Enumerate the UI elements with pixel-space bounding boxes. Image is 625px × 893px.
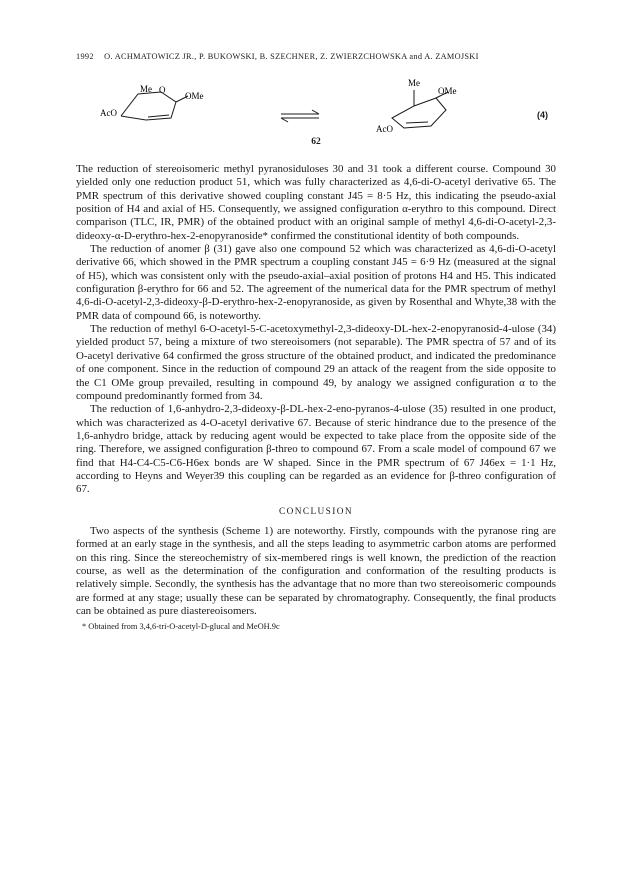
compound-label: 62 [311,137,321,147]
paragraph-1: The reduction of stereoisomeric methyl pyranosiduloses 30 and 31 took a different course. Compound 30 yielded only one reduction product 51, which was fully characterized as 4,6-di-O-acetyl derivative 65. The PMR spectrum of this derivative showed coupling constant J45 = 8·5 Hz, this indicating the pseudo-axial position of H4 and axial of H5. Consequently, we assigned configuration α-erythro to this compound. Direct comparison (TLC, IR, PMR) of the obtained product with an original sample of methyl 4,6-di-O-acetyl-2,3-dideoxy-α-D-erythro-hex-2-enopyranoside* confirmed the constitutional identity of both compounds. [76,163,556,242]
author-line: O. ACHMATOWICZ JR., P. BUKOWSKI, B. SZECHNER, Z. ZWIERZCHOWSKA and A. ZAMOJSKI [104,52,479,61]
page-number: 1992 [76,52,94,61]
paragraph-4: The reduction of 1,6-anhydro-2,3-dideoxy-β-DL-hex-2-eno-pyranos-4-ulose (35) resulted in one product, which was characterized as 4-O-acetyl derivative 67. Because of steric hindrance due to the presence of the 1,6-anhydro bridge, attack by reducing agent would be expected to take place from the opposite side of the ring. Therefore, we assigned configuration β-threo to compound 67. From a scale model of compound 67 we find that H4-C4-C5-C6-H6ex bonds are W shaped. Since in the PMR spectrum of 67 J46ex = 1·1 Hz, according to Heyns and Weyer39 this coupling can be regarded as an evidence for β-threo configuration of 67. [76,403,556,496]
reaction-scheme [76,72,556,160]
right-aco-label: AcO [376,124,393,134]
right-me-label: Me [408,78,420,88]
equation-number: (4) [537,110,548,120]
paragraph-3: The reduction of methyl 6-O-acetyl-5-C-acetoxymethyl-2,3-dideoxy-DL-hex-2-enopyranosid-4-ulose (34) yielded product 57, being a mixture of two stereoisomers (not separable). The PMR spectra of 57 and of its O-acetyl derivative 64 confirmed the gross structure of the obtained product, and indicated the predominance of one component. Since in the reduction of compound 29 an attack of the reagent from the side opposite to the C1 OMe group prevailed, resulting in compound 49, by analogy we assigned configuration α to the compound predominantly formed from 34. [76,323,556,402]
running-header [76,52,556,61]
conclusion-heading: CONCLUSION [279,506,353,517]
left-aco-label: AcO [100,108,117,118]
left-me-label: Me [140,84,152,94]
left-ome-label: OMe [185,91,204,101]
main-text [76,163,556,634]
left-o-label: O [159,85,166,95]
conclusion-paragraph: Two aspects of the synthesis (Scheme 1) are noteworthy. Firstly, compounds with the pyranose ring are formed at an early stage in the synthesis, and all the steps leading to asymmetric carbon atoms are performed on this ring. Since the stereochemistry of six-membered rings is well known, the prediction of the reaction course, as well as the determination of the configuration and conformation of the resulting products is relatively simple. Secondly, the synthesis has the advantage that no more than two stereoisomeric compounds are formed at any stage; usually these can be separated by chromatography. Consequently, the final products can be obtained as pure diastereoisomers. [76,524,556,617]
left-ring-structure [121,92,188,120]
paragraph-2: The reduction of anomer β (31) gave also one compound 52 which was characterized as 4,6-di-O-acetyl derivative 66, which showed in the PMR spectrum a coupling constant J45 = 6·9 Hz (measured at the signal of H5), which was consistent only with the pseudo-axial–axial position of protons H4 and H5. This indicated configuration β-erythro for 66 and 52. The agreement of the numerical data for the PMR spectrum of methyl 4,6-di-O-acetyl-2,3-dideoxy-β-D-erythro-hex-2-enopyranoside, as given by Rosenthal and Whyte,38 with the PMR data of compound 66, is noteworthy. [76,243,556,322]
equilibrium-arrows [281,110,319,122]
footnote: * Obtained from 3,4,6-tri-O-acetyl-D-glucal and MeOH.9c [82,622,280,632]
right-ome-label: OMe [438,86,457,96]
